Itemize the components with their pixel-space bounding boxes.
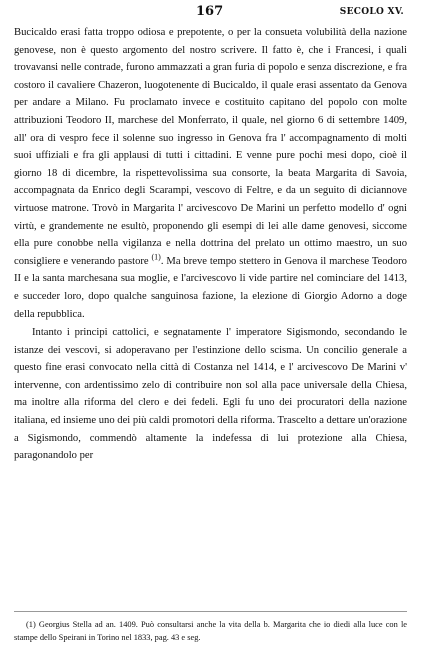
body-text xyxy=(14,24,407,465)
paragraph-2: Intanto i principi cattolici, e segnatamente l' imperatore Sigismondo, secondando le istanze dei vescovi, si adoperavano per l'estinzione dello scisma. Un concilio generale a questo fine erasi convocato nella città di Costanza nel 1414, e l' arcivescovo De Marini v' intervenne, con ardentissimo zelo di contribuire non sol alla pace universale della Chiesa, ma inoltre alla riforma del clero e dei fedeli. Egli fu uno dei procuratori della nazione italiana, ed insieme uno dei più caldi promotori della riforma. Trascelto a dettare un'orazione a Sigismondo, commendò altamente la indefessa di lui protezione alla Chiesa, paragonandolo per xyxy=(14,327,407,462)
page-header xyxy=(0,4,422,20)
footnote-divider xyxy=(14,611,407,612)
paragraph-1-text: Bucicaldo erasi fatta troppo odiosa e prepotente, o per la consueta volubilità della nazione genovese, non è questo argomento del nostro scrivere. Il fatto è, che i Francesi, i quali trovavansi nelle contrade, furono ammazzati a gran furia di popolo e senza discrezione, e fra costoro il cavaliere Chazeron, luogotenente di Bucicaldo, il quale erasi assentato da Genova per andare a Milano. Fu proclamato invece e costituito capitano del popolo con molte attribuzioni Teodoro II, marchese del Monferrato, il quale, nel giorno 6 di settembre 1409, all' ora di vespro fece il solenne suo ingresso in Genova fra l' accompagnamento di molti suoi uffiziali e fra gli applausi di tutti i cittadini. E venne pure pochi mesi dopo, cioè il giorno 18 di dicembre, la rispettevolissima sua consorte, la beata Margarita di Savoia, accompagnata da Enrico degli Scarampi, vescovo di Feltre, e da un seguito di diciannove virtuose matrone. Trovò in Margarita l' arcivescovo De Marini un perfetto modello d' ogni virtù, e grandemente ne esultò, proponendo gli esempi di lei alle dame genovesi, siccome ella pure conobbe nella vigilanza e nella dottrina del prelato un ottimo maestro, un suo consigliere e venerando pastore xyxy=(14,27,407,267)
page-number: 167 xyxy=(196,4,224,19)
paragraph-1 xyxy=(14,24,407,323)
footnote: (1) Georgius Stella ad an. 1409. Può consultarsi anche la vita della b. Margarita che io diedi alla luce con le stampe dello Speirani in Torino nel 1833, pag. 43 e seg. xyxy=(14,620,407,642)
paragraph-1-continuation: . Ma breve tempo stettero in Genova il marchese Teodoro II e la santa marchesana sua moglie, e l'arcivescovo li vide partire nel cominciare del 1413, e succeder loro, dopo qualche sanguinosa fazione, la elezione di Giorgio Adorno a doge della repubblica. xyxy=(14,255,407,320)
running-head: SECOLO XV. xyxy=(339,7,404,17)
footnote-reference: (1) xyxy=(151,252,161,262)
